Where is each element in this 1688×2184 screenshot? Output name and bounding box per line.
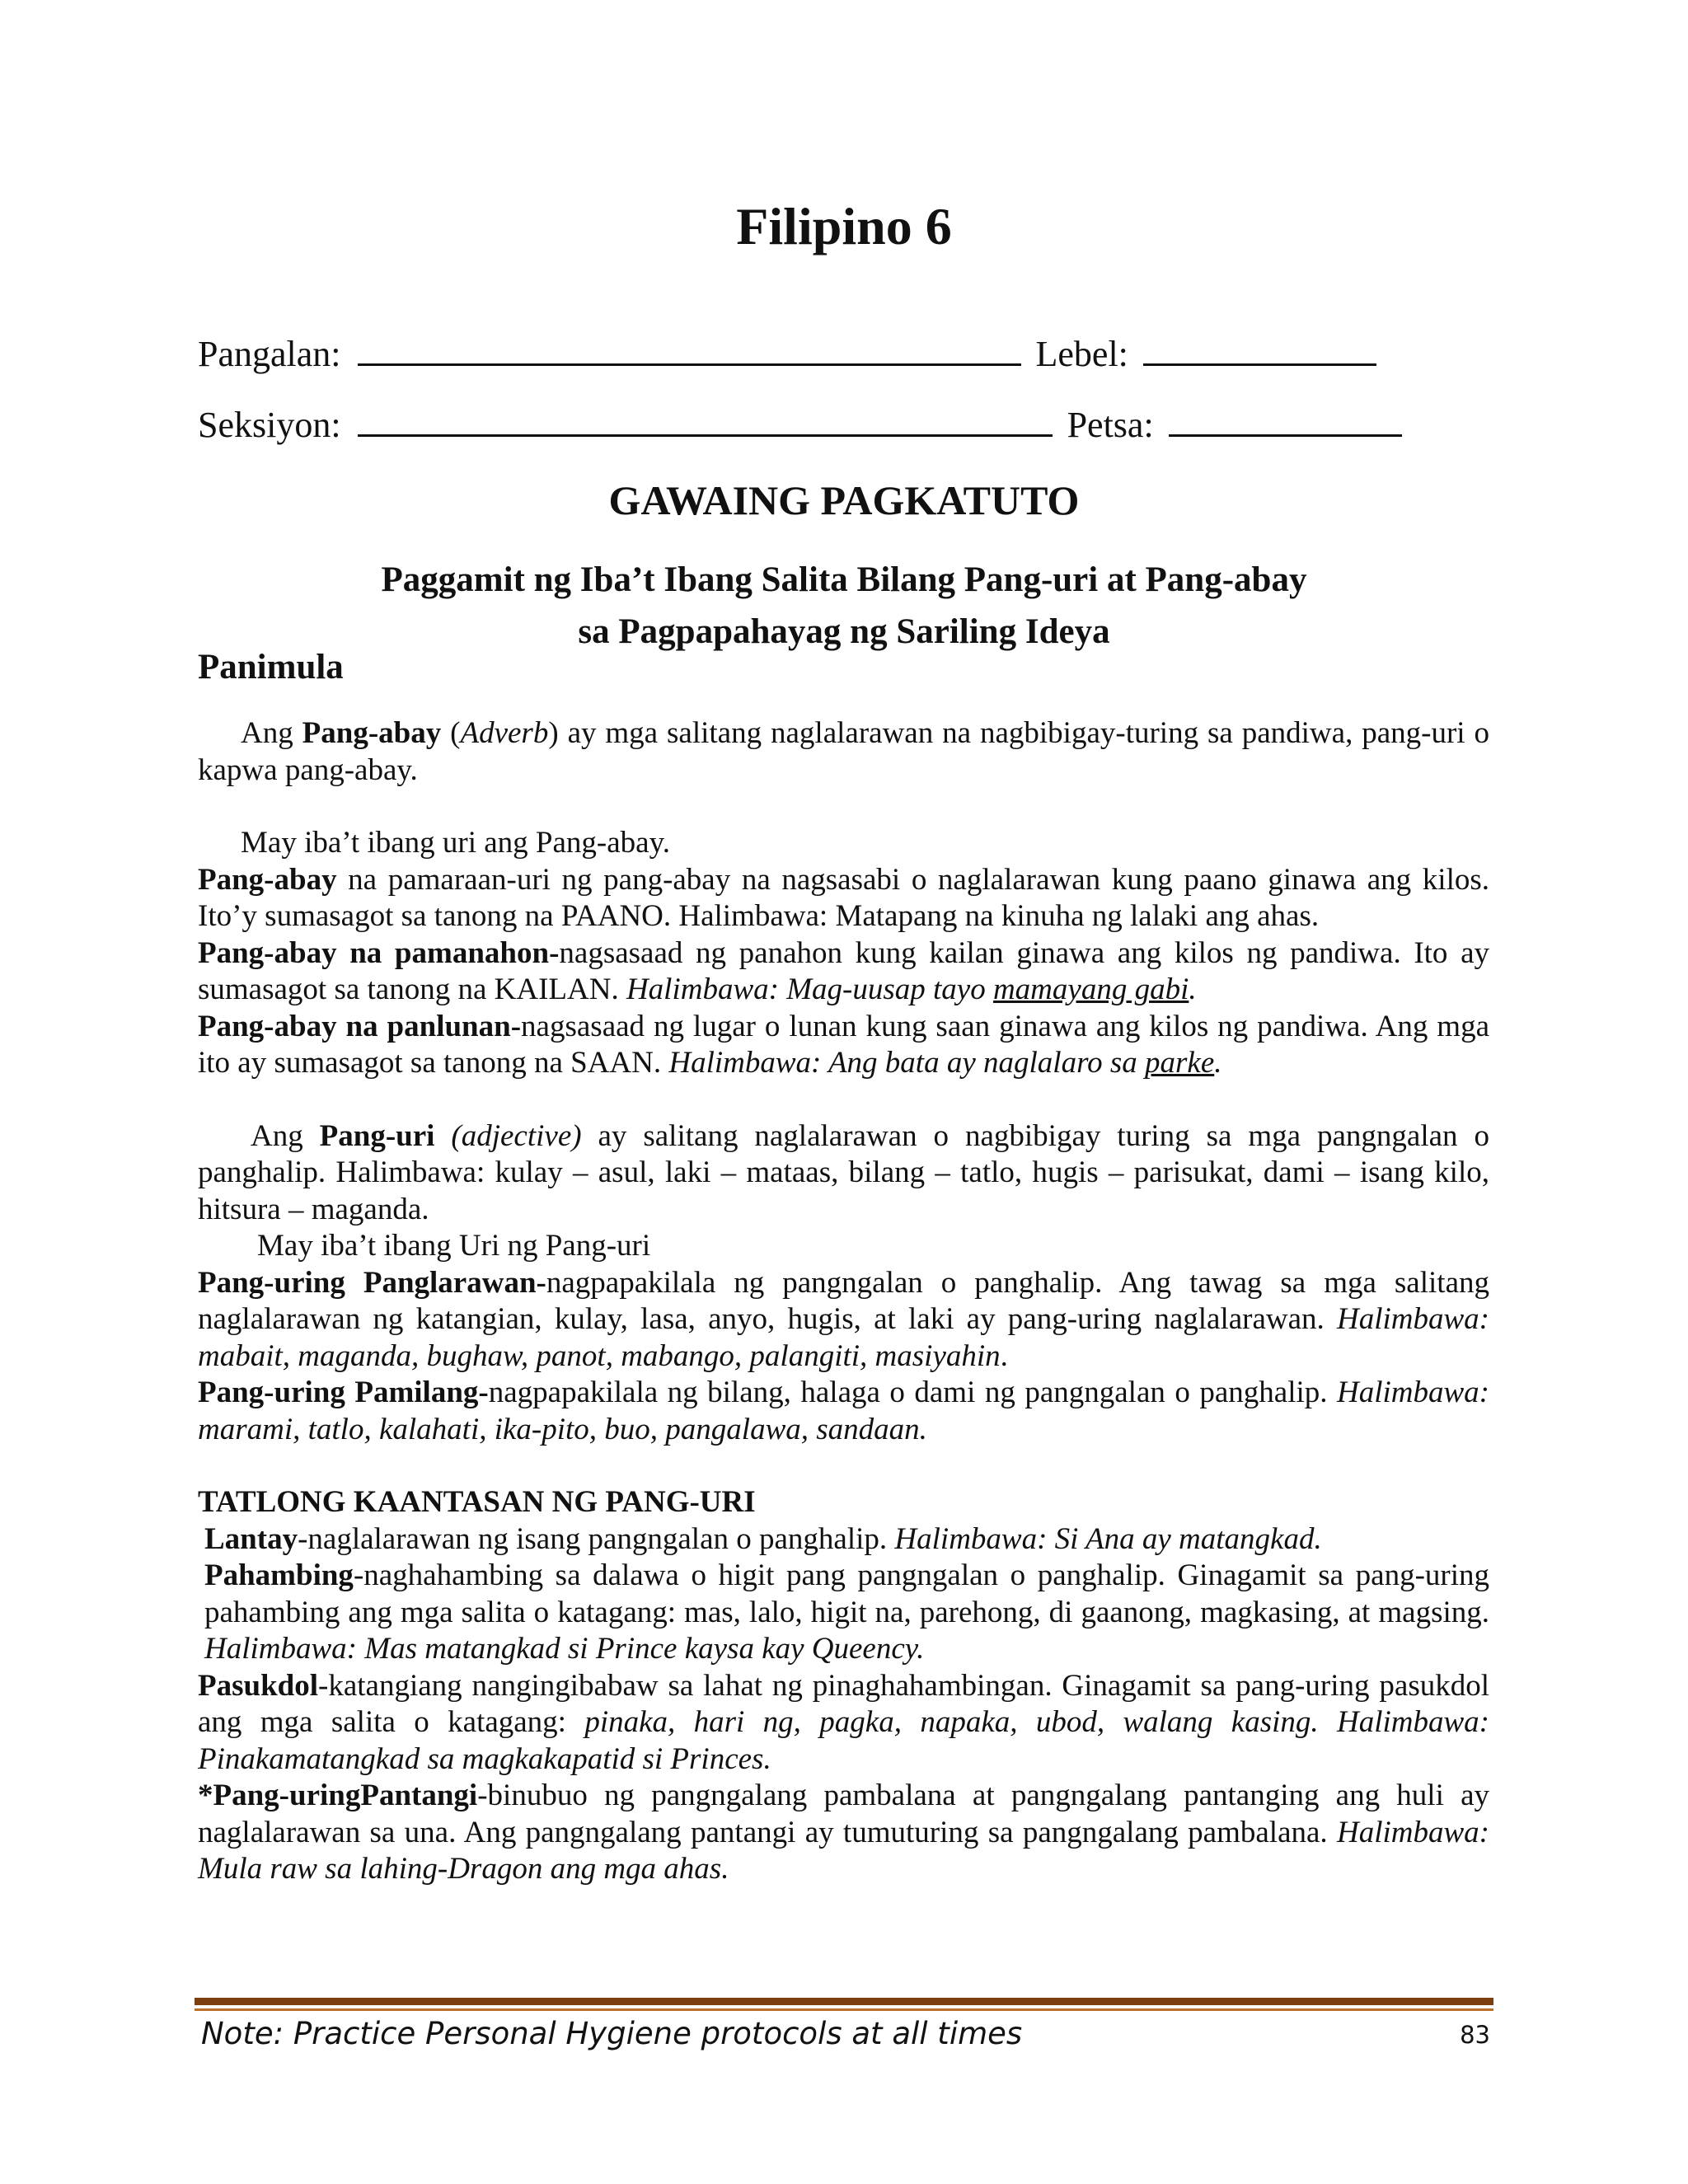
pang-uring-pamilang: Pang-uring Pamilang-nagpapakilala ng bilang, halaga o dami ng pangngalan o panghalip. Halimbawa: marami, tatlo, kalahati, ika-pito, buo, pangalawa, sandaan.	[198, 1376, 1489, 1446]
document-title: Filipino 6	[736, 197, 952, 255]
section-label: Seksiyon:	[198, 405, 341, 445]
subtitle-line-2: sa Pagpapahayag ng Sariling Ideya	[578, 612, 1110, 651]
name-level-row	[198, 333, 1484, 375]
pang-abay-pamaraan: Pang-abay na pamaraan-uri ng pang-abay na nagsasabi o naglalarawan kung paano ginawa ang kilos. Ito’y sumasagot sa tanong na PAANO. Halimbawa: Matapang na kinuha ng lalaki ang ahas.	[198, 862, 1489, 933]
level-label: Lebel:	[1035, 334, 1128, 374]
pasukdol: Pasukdol-katangiang nangingibabaw sa lahat ng pinaghahambingan. Ginagamit sa pang-uring pasukdol ang mga salita o katagang: pinaka, hari ng, pagka, napaka, ubod, walang kasing. Halimbawa: Pinakamatangkad sa magkakapatid si Princes.	[198, 1668, 1489, 1776]
name-field[interactable]	[358, 334, 1021, 366]
section-date-row	[198, 404, 1484, 446]
lesson-subtitle	[0, 554, 1688, 658]
lantay: Lantay-naglalarawan ng isang pangngalan o panghalip. Halimbawa: Si Ana ay matangkad.	[204, 1521, 1322, 1556]
degrees-heading: TATLONG KAANTASAN NG PANG-URI	[198, 1485, 756, 1519]
pang-uring-panglarawan: Pang-uring Panglarawan-nagpapakilala ng pangngalan o panghalip. Ang tawag sa mga salitang naglalarawan ng katangian, kulay, lasa, anyo, hugis, at laki ay pang-uring naglalarawan. Halimbawa: mabait, maganda, bughaw, panot, mabango, palangiti, masiyahin.	[198, 1265, 1489, 1373]
pang-abay-panlunan: Pang-abay na panlunan-nagsasaad ng lugar o lunan kung saan ginawa ang kilos ng pandiwa. Ang mga ito ay sumasagot sa tanong na SAAN. Halimbawa: Ang bata ay naglalaro sa parke.	[198, 1009, 1489, 1080]
pahambing: Pahambing-naghahambing sa dalawa o higit pang pangngalan o panghalip. Ginagamit sa pang-uring pahambing ang mga salita o katagang: mas, lalo, higit na, parehong, di gaanong, magkasing, at magsing. Halimbawa: Mas matangkad si Prince kaysa kay Queency.	[204, 1558, 1489, 1666]
pang-uri-definition: Ang Pang-uri (adjective) ay salitang naglalarawan o nagbibigay turing sa mga pangngalan o panghalip. Halimbawa: kulay – asul, laki – mataas, bilang – tatlo, hugis – parisukat, dami – isang kilo, hitsura – maganda.	[198, 1118, 1489, 1226]
activity-heading: GAWAING PAGKATUTO	[608, 477, 1080, 523]
pang-abay-types-intro: May iba’t ibang uri ang Pang-abay.	[241, 826, 670, 860]
section-field[interactable]	[358, 405, 1053, 437]
pang-abay-pamanahon: Pang-abay na pamanahon-nagsasaad ng panahon kung kailan ginawa ang kilos ng pandiwa. Ito ay sumasagot sa tanong na KAILAN. Halimbawa: Mag-uusap tayo mamayang gabi.	[198, 935, 1489, 1006]
footer-divider	[195, 1998, 1493, 2005]
level-field[interactable]	[1143, 334, 1376, 366]
page-number: 83	[1460, 2021, 1490, 2049]
name-label: Pangalan:	[198, 334, 341, 374]
date-field[interactable]	[1169, 405, 1402, 437]
date-label: Petsa:	[1067, 405, 1154, 445]
introduction-heading: Panimula	[198, 648, 344, 687]
footer-divider-thin	[195, 2008, 1493, 2011]
footer-note: Note: Practice Personal Hygiene protocols at all times	[201, 2016, 1023, 2051]
pang-uring-pantangi: *Pang-uringPantangi-binubuo ng pangngalang pambalana at pangngalang pantanging ang huli ay naglalarawan sa una. Ang pangngalang pantangi ay tumuturing sa pangngalang pambalana. Halimbawa: Mula raw sa lahing-Dragon ang mga ahas.	[198, 1779, 1489, 1886]
subtitle-line-1: Paggamit ng Iba’t Ibang Salita Bilang Pang-uri at Pang-abay	[381, 560, 1307, 599]
lesson-body	[198, 715, 1489, 1888]
pang-uri-types-intro: May iba’t ibang Uri ng Pang-uri	[257, 1229, 651, 1263]
pang-abay-definition: Ang Pang-abay (Adverb) ay mga salitang naglalarawan na nagbibigay-turing sa pandiwa, pang-uri o kapwa pang-abay.	[198, 716, 1489, 787]
